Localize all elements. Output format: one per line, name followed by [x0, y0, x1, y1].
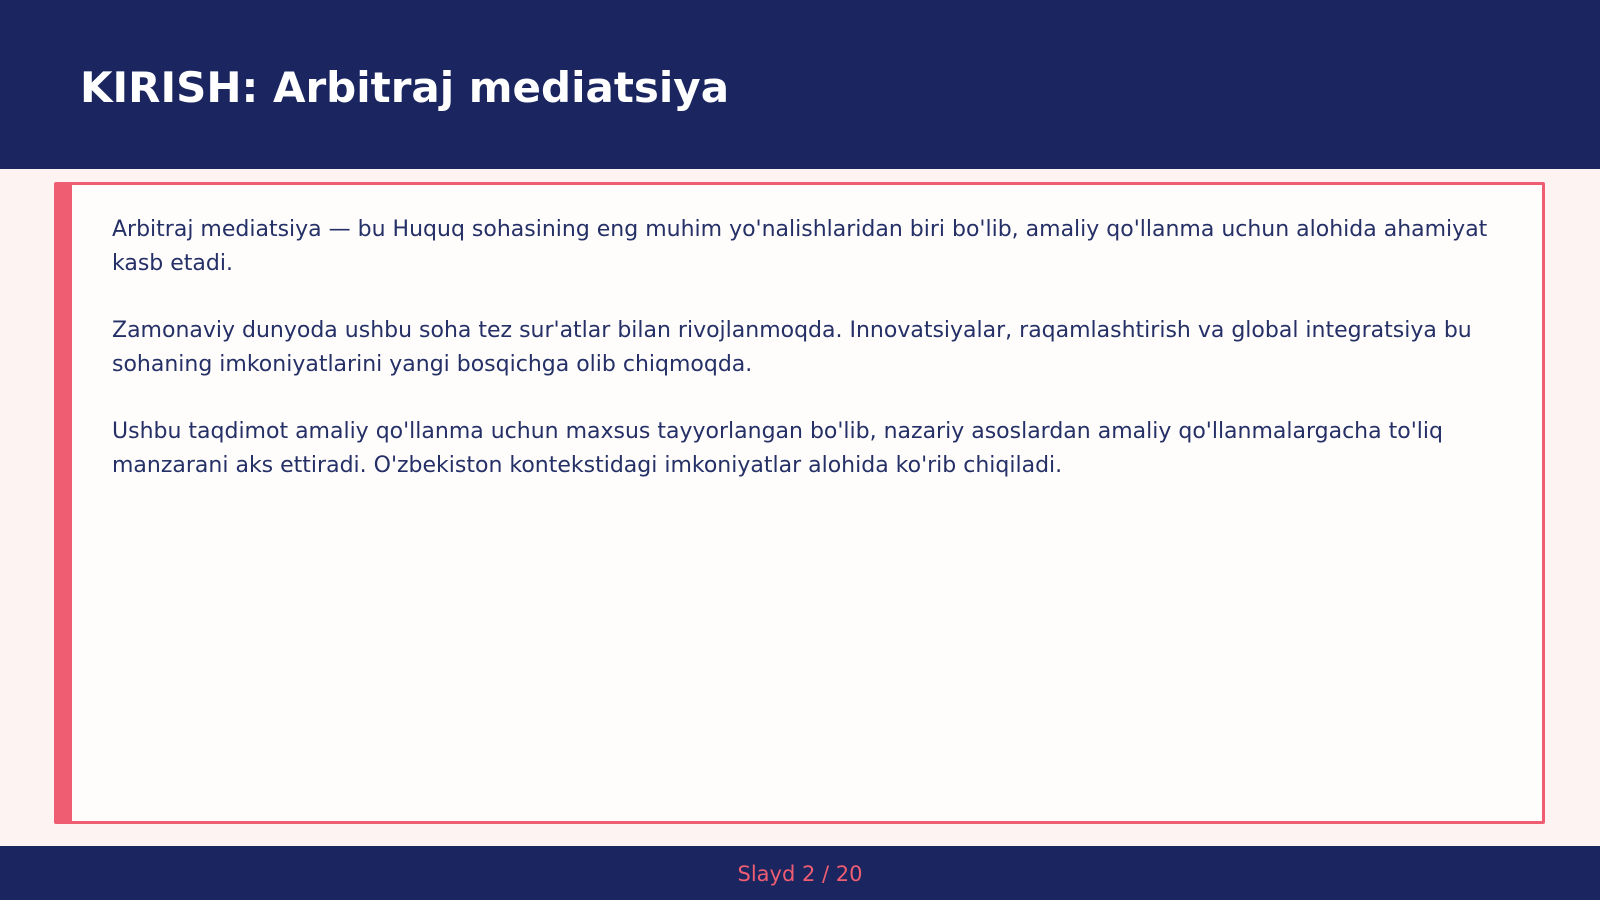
slide-number: Slayd 2 / 20 — [737, 862, 863, 886]
paragraph-modern-world: Zamonaviy dunyoda ushbu soha tez sur'atlar bilan rivojlanmoqda. Innovatsiyalar, raqamlashtirish va global integratsiya bu sohaning imkoniyatlarini yangi bosqichga olib chiqmoqda. — [112, 318, 1472, 377]
paragraph-intro: Arbitraj mediatsiya — bu Huquq sohasining eng muhim yo'nalishlaridan biri bo'lib, amaliy qo'llanma uchun alohida ahamiyat kasb etadi. — [112, 217, 1488, 276]
slide-header — [0, 0, 1600, 169]
content-box — [54, 182, 1545, 824]
paragraph-presentation: Ushbu taqdimot amaliy qo'llanma uchun maxsus tayyorlangan bo'lib, nazariy asoslardan amaliy qo'llanmalargacha to'liq manzarani aks ettiradi. O'zbekiston kontekstidagi imkoniyatlar alohida ko'rib chiqiladi. — [112, 419, 1443, 478]
content-paragraphs — [112, 213, 1502, 516]
slide-title: KIRISH: Arbitraj mediatsiya — [80, 63, 730, 112]
slide-footer — [0, 846, 1600, 900]
